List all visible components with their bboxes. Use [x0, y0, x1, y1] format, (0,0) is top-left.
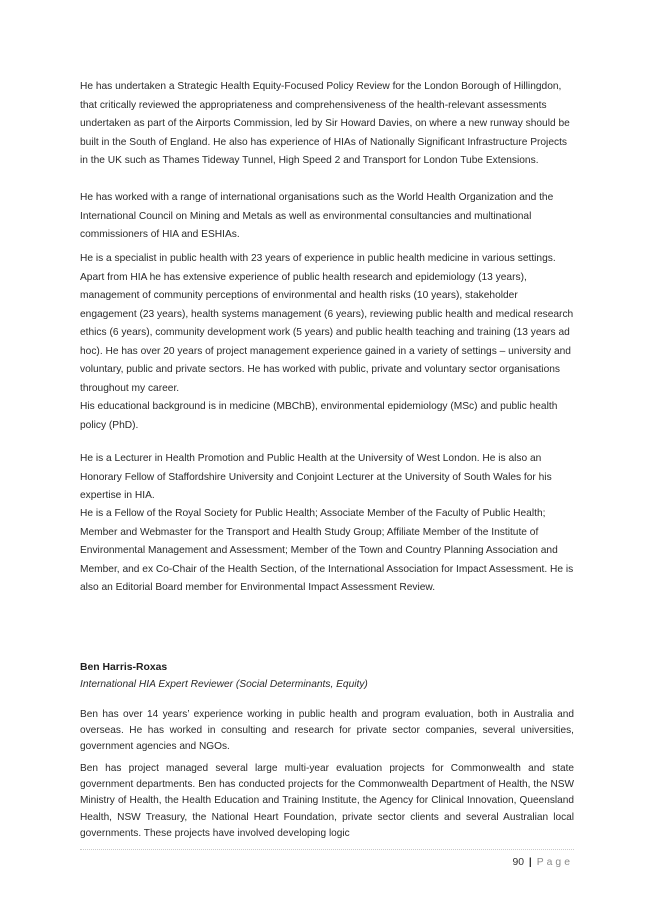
- person-name: Ben Harris-Roxas: [80, 662, 168, 673]
- footer-separator: |: [528, 857, 532, 868]
- footer-divider: [80, 849, 574, 850]
- paragraph-public-health-experience: He is a specialist in public health with 23 years of experience in public health medicine in various settings. Apart from HIA he has extensive experience of public health research and epidemiology (13 years), management of community perceptions of environmental and health risks (10 years), stakeholder engagement (23 years), health systems management (6 years), reviewing public health and medical research ethics (6 years), community development work (5 years) and public health teaching and training (13 years ad hoc). He has over 20 years of project management experience gained in a variety of settings – university and voluntary, public and private sectors. He has worked with public, private and voluntary sector organisations throughout my career.: [80, 253, 574, 394]
- paragraph-international-organisations: He has worked with a range of international organisations such as the World Health Organization and the International Council on Mining and Metals as well as environmental consultancies and multinational commissioners of HIA and ESHIAs.: [80, 192, 554, 240]
- page-label: Page: [536, 857, 573, 868]
- paragraph-education: His educational background is in medicine (MBChB), environmental epidemiology (MSc) and public health policy (PhD).: [80, 401, 558, 431]
- paragraph-memberships: He is a Fellow of the Royal Society for Public Health; Associate Member of the Faculty of Public Health; Member and Webmaster for the Transport and Health Study Group; Affiliate Member of the Institute of Environmental Management and Assessment; Member of the Town and Country Planning Association and Member, and ex Co-Chair of the Health Section, of the International Association for Impact Assessment. He is also an Editorial Board member for Environmental Impact Assessment Review.: [80, 508, 574, 593]
- page-footer: [512, 857, 573, 868]
- paragraph-strategic-review: He has undertaken a Strategic Health Equity-Focused Policy Review for the London Borough of Hillingdon, that critically reviewed the appropriateness and comprehensiveness of the health-relevant assessments undertaken as part of the Airports Commission, led by Sir Howard Davies, on where a new runway should be built in the South of England. He also has experience of HIAs of Nationally Significant Infrastructure Projects in the UK such as Thames Tideway Tunnel, High Speed 2 and Transport for London Tube Extensions.: [80, 81, 570, 166]
- paragraph-ben-projects: Ben has project managed several large multi-year evaluation projects for Commonwealth and state government departments. Ben has conducted projects for the Commonwealth Department of Health, the NSW Ministry of Health, the Health Education and Training Institute, the Agency for Clinical Innovation, Queensland Health, NSW Treasury, the National Heart Foundation, private sector clients and several Australian local governments. These projects have involved developing logic: [80, 763, 574, 839]
- person-role: International HIA Expert Reviewer (Social Determinants, Equity): [80, 679, 368, 690]
- paragraph-lecturer: He is a Lecturer in Health Promotion and Public Health at the University of West London. He is also an Honorary Fellow of Staffordshire University and Conjoint Lecturer at the University of South Wales for his expertise in HIA.: [80, 453, 552, 501]
- page-number: 90: [512, 857, 525, 868]
- paragraph-ben-experience: Ben has over 14 years’ experience working in public health and program evaluation, both in Australia and overseas. He has worked in consulting and research for private sector companies, several universities, government agencies and NGOs.: [80, 709, 574, 753]
